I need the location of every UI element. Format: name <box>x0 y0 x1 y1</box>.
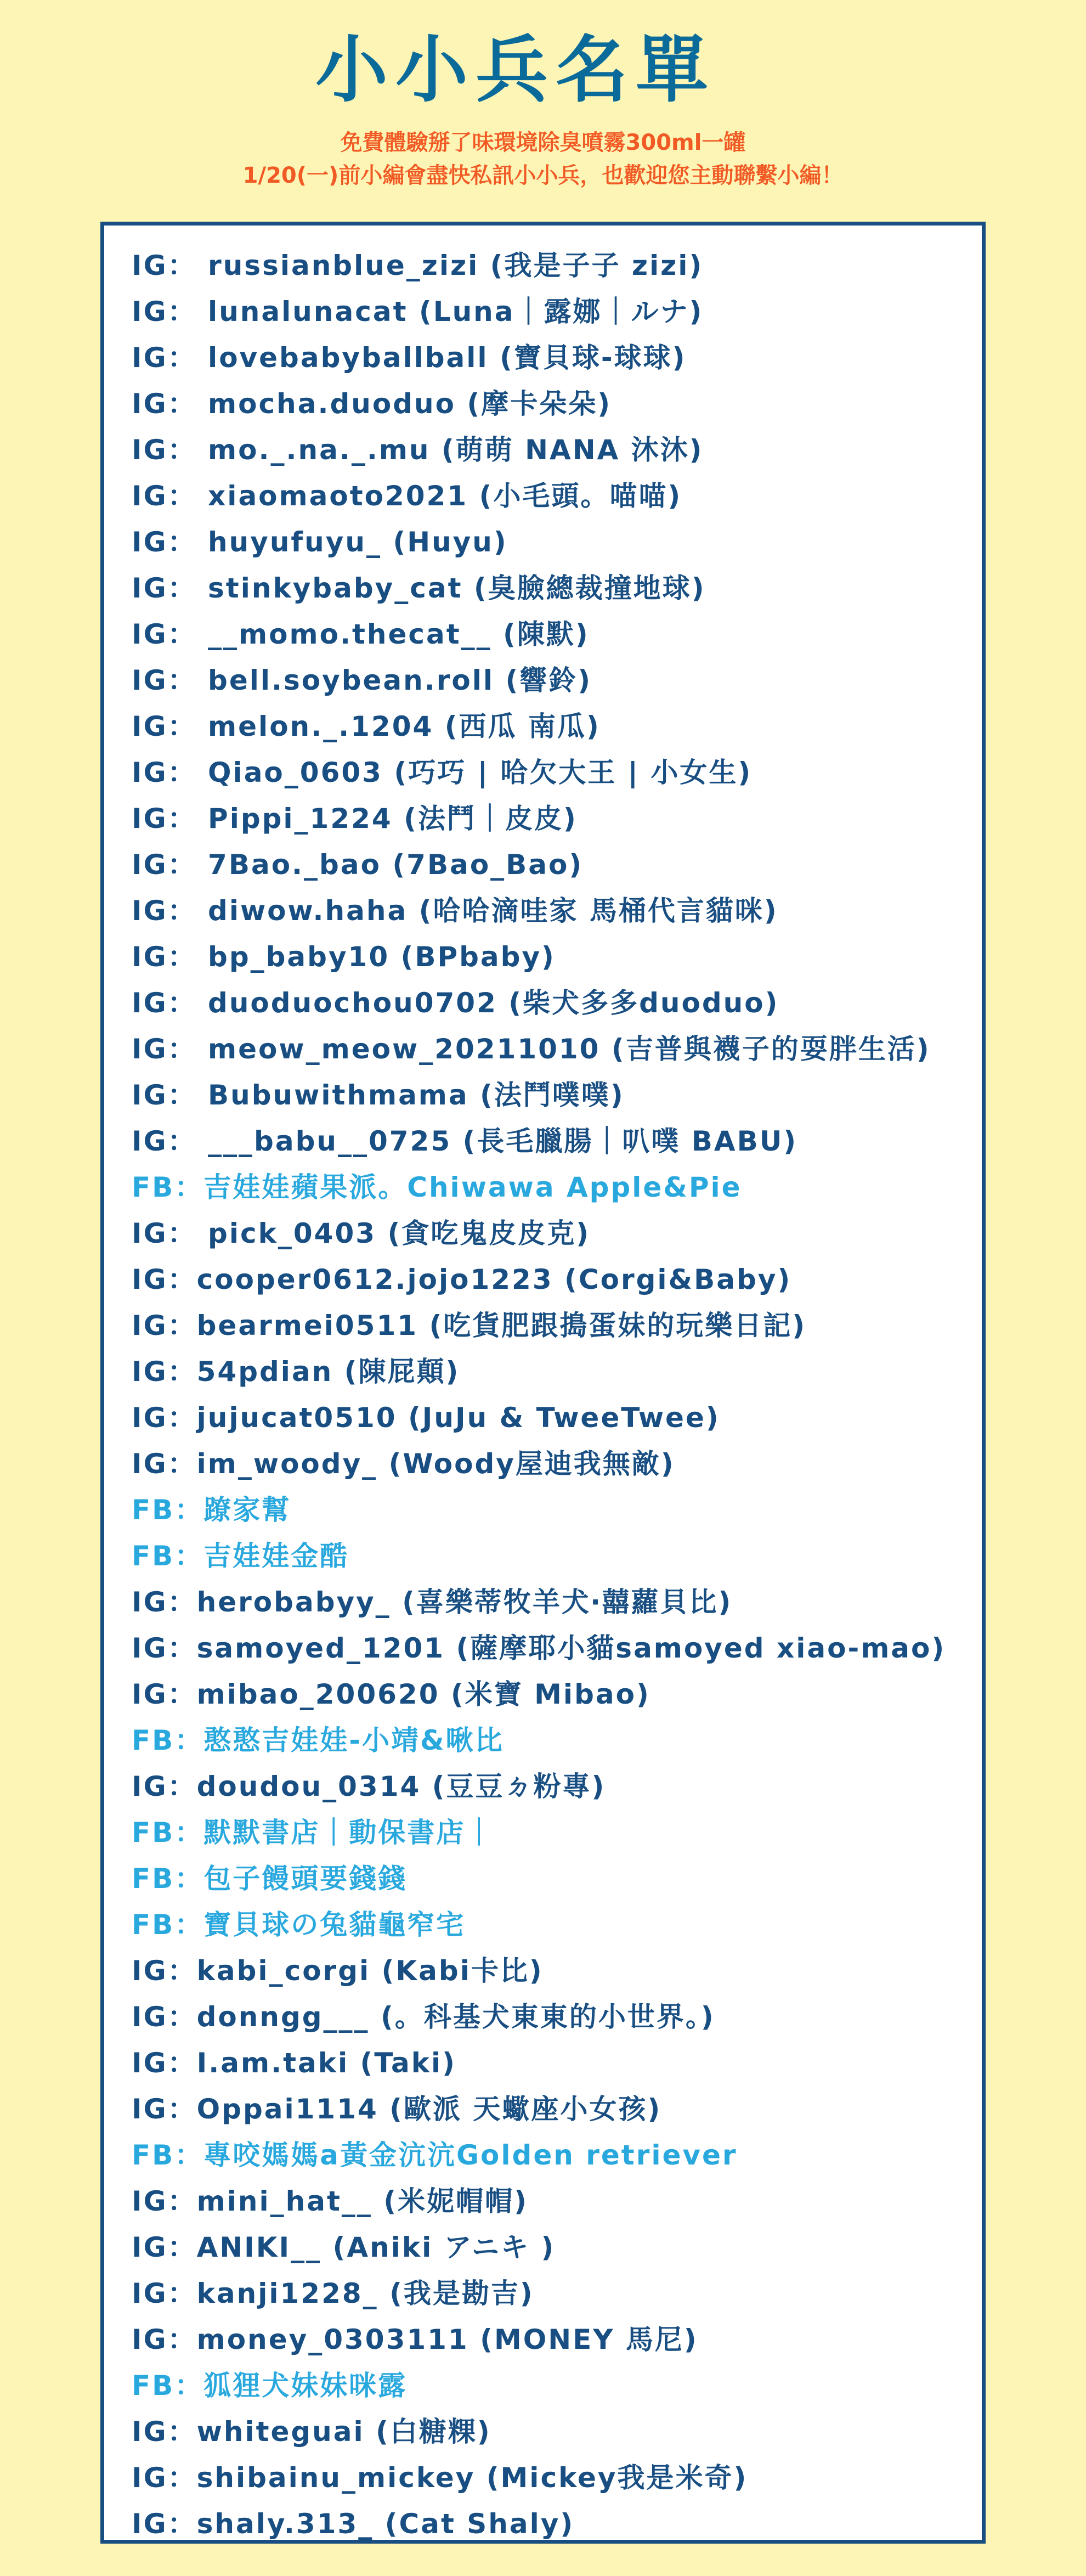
ig-entry: IG：whiteguai (白糖粿) <box>132 2416 491 2448</box>
ig-entry: IG： bp_baby10 (BPbaby) <box>132 941 556 973</box>
ig-entry: IG： huyufuyu_ (Huyu) <box>132 526 508 558</box>
subtitle-offer: 免費體驗掰了味環境除臭噴霧300ml一罐 <box>340 130 746 155</box>
ig-entry: IG：doudou_0314 (豆豆ㄉ粉專) <box>132 1771 606 1802</box>
ig-entry: IG：donngg___ (。科基犬東東的小世界。) <box>132 2001 715 2033</box>
ig-entry: IG：kanji1228_ (我是勘吉) <box>132 2278 534 2309</box>
ig-entry: IG： 7Bao._bao (7Bao_Bao) <box>132 849 584 881</box>
ig-entry: IG：herobabyy_ (喜樂蒂牧羊犬‧囍蘿貝比) <box>132 1586 733 1618</box>
ig-entry: IG：cooper0612.jojo1223 (Corgi&Baby) <box>132 1264 792 1295</box>
ig-entry: IG： Qiao_0603 (巧巧 | 哈欠大王 | 小女生) <box>132 757 753 788</box>
ig-entry: IG：im_woody_ (Woody屋迪我無敵) <box>132 1448 675 1480</box>
ig-entry: IG：mini_hat__ (米妮帽帽) <box>132 2185 528 2217</box>
fb-entry: FB：憨憨吉娃娃-小靖&啾比 <box>132 1724 504 1756</box>
ig-entry: IG：Oppai1114 (歐派 天蠍座小女孩) <box>132 2093 662 2125</box>
fb-entry: FB：默默書店｜動保書店｜ <box>132 1817 495 1848</box>
ig-entry: IG： meow_meow_20211010 (吉普與襪子的耍胖生活) <box>132 1033 931 1065</box>
ig-entry: IG：bearmei0511 (吃貨肥跟搗蛋妹的玩樂日記) <box>132 1310 807 1341</box>
fb-entry: FB：狐狸犬妹妹咪露 <box>132 2370 408 2402</box>
ig-entry: IG：jujucat0510 (JuJu & TweeTwee) <box>132 1402 720 1434</box>
ig-entry: IG：money_0303111 (MONEY 馬尼) <box>132 2324 698 2355</box>
fb-entry: FB：吉娃娃金酷 <box>132 1540 349 1572</box>
ig-entry: IG：samoyed_1201 (薩摩耶小貓samoyed xiao-mao) <box>132 1632 946 1664</box>
fb-entry: FB：專咬媽媽a黃金沆沆Golden retriever <box>132 2139 738 2171</box>
ig-entry: IG： duoduochou0702 (柴犬多多duoduo) <box>132 987 779 1019</box>
ig-entry: IG：mibao_200620 (米寶 Mibao) <box>132 1678 651 1710</box>
ig-entry: IG：I.am.taki (Taki) <box>132 2047 457 2079</box>
ig-entry: IG：ANIKI__ (Aniki アニキ ) <box>132 2231 556 2263</box>
ig-entry: IG： lunalunacat (Luna｜露娜｜ルナ) <box>132 296 704 328</box>
ig-entry: IG： Bubuwithmama (法鬥噗噗) <box>132 1079 625 1111</box>
ig-entry: IG： mo._.na._.mu (萌萌 NANA 沐沐) <box>132 434 704 466</box>
ig-entry: IG：shaly.313_ (Cat Shaly) <box>132 2508 575 2540</box>
ig-entry: IG： stinkybaby_cat (臭臉總裁撞地球) <box>132 572 706 604</box>
ig-entry: IG：shibainu_mickey (Mickey我是米奇) <box>132 2462 748 2494</box>
ig-entry: IG： melon._.1204 (西瓜 南瓜) <box>132 711 601 742</box>
page-title: 小小兵名單 <box>315 28 716 112</box>
ig-entry: IG： __momo.thecat__ (陳默) <box>132 618 590 650</box>
ig-entry: IG：54pdian (陳屁顛) <box>132 1356 460 1388</box>
ig-entry: IG： xiaomaoto2021 (小毛頭。喵喵) <box>132 480 682 512</box>
fb-entry: FB：包子饅頭要錢錢 <box>132 1863 408 1895</box>
ig-entry: IG： Pippi_1224 (法鬥｜皮皮) <box>132 803 578 835</box>
ig-entry: IG： diwow.haha (哈哈滴哇家 馬桶代言貓咪) <box>132 895 778 927</box>
subtitle-notice: 1/20(一)前小編會盡快私訊小小兵，也歡迎您主動聯繫小編！ <box>242 163 844 188</box>
ig-entry: IG： russianblue_zizi (我是子子 zizi) <box>132 250 704 281</box>
winners-list <box>132 243 976 2547</box>
ig-entry: IG：kabi_corgi (Kabi卡比) <box>132 1955 544 1987</box>
fb-entry: FB：寶貝球の兔貓龜窄宅 <box>132 1909 466 1941</box>
ig-entry: IG： pick_0403 (貪吃鬼皮皮克) <box>132 1217 591 1249</box>
fb-entry: FB：吉娃娃蘋果派。Chiwawa Apple&Pie <box>132 1171 742 1203</box>
ig-entry: IG： ___babu__0725 (長毛臘腸｜叭噗 BABU) <box>132 1125 798 1157</box>
ig-entry: IG： lovebabyballball (寶貝球-球球) <box>132 342 687 374</box>
ig-entry: IG： mocha.duoduo (摩卡朵朵) <box>132 388 612 420</box>
fb-entry: FB：蹽家幫 <box>132 1494 291 1526</box>
ig-entry: IG： bell.soybean.roll (響鈴) <box>132 664 592 696</box>
